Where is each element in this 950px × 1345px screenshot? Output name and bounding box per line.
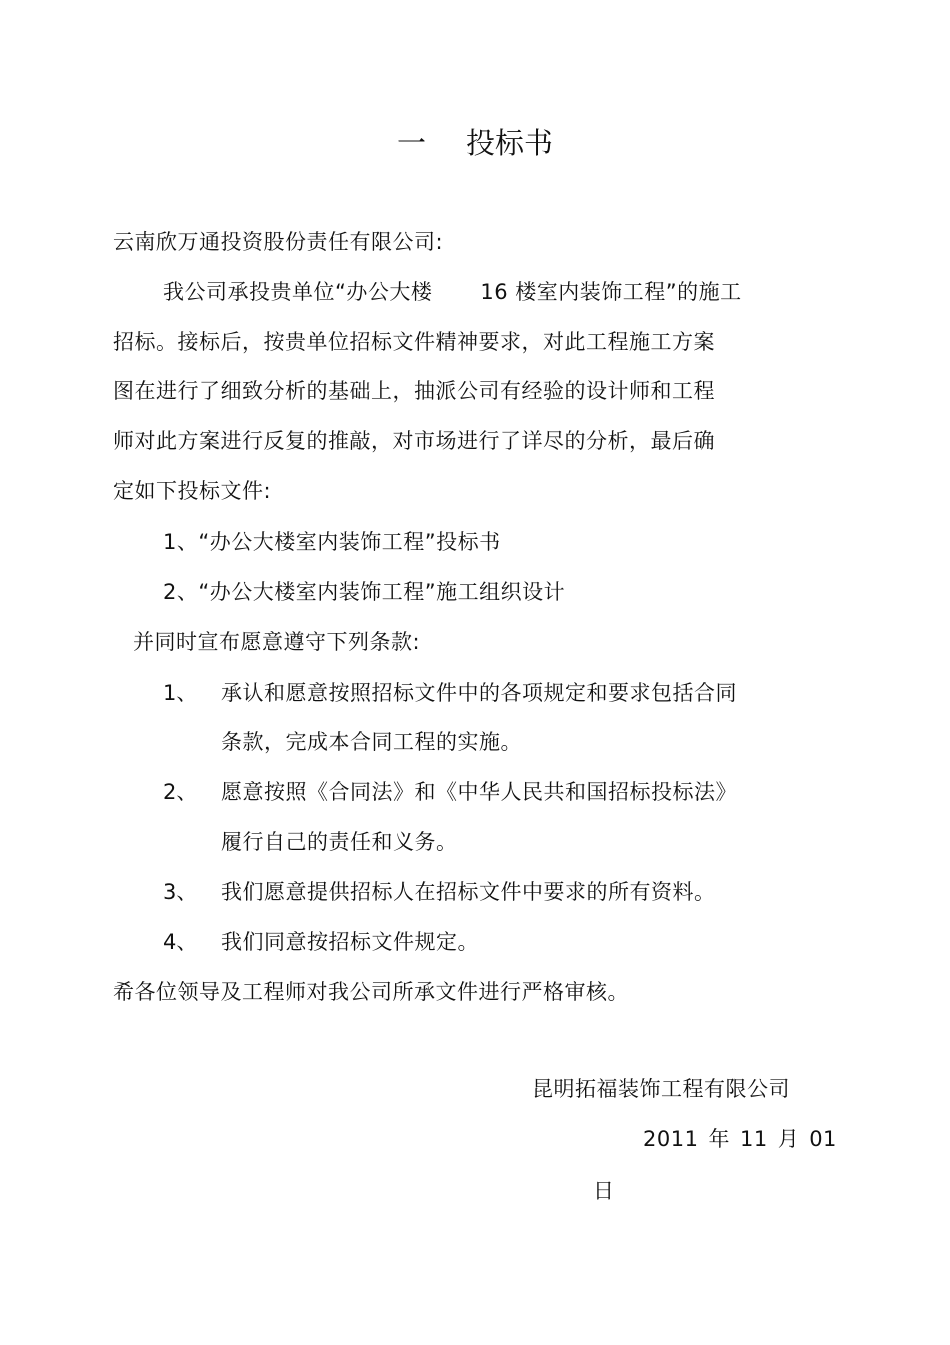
date-month-unit: 月	[777, 1127, 800, 1151]
document-item-number: 1、	[163, 530, 199, 554]
document-item-number: 2、	[163, 580, 199, 604]
intro-line-1-a: 我公司承投贵单位“办公大楼	[163, 280, 433, 304]
title-number: 一	[396, 126, 426, 160]
closing-line: 希各位领导及工程师对我公司所承文件进行严格审核。	[113, 980, 629, 1004]
date-month: 11	[739, 1127, 768, 1151]
signature-date	[643, 1125, 837, 1153]
clause-2-line-1: 愿意按照《合同法》和《中华人民共和国招标投标法》	[221, 780, 737, 804]
document-item-text: “办公大楼室内装饰工程”施工组织设计	[198, 580, 566, 604]
document-item-1	[163, 528, 501, 556]
clause-1-line-1: 承认和愿意按照招标文件中的各项规定和要求包括合同	[221, 681, 737, 705]
intro-line-1	[163, 278, 742, 306]
signature-company: 昆明拓福装饰工程有限公司	[532, 1077, 790, 1101]
intro-line-1-b: 16 楼室内装饰工程”的施工	[480, 280, 742, 304]
title-text: 投标书	[466, 126, 554, 160]
date-year-unit: 年	[708, 1127, 730, 1151]
clause-1-line-2: 条款，完成本合同工程的实施。	[221, 730, 522, 754]
declaration: 并同时宣布愿意遵守下列条款:	[133, 630, 421, 654]
clause-4-line-1: 我们同意按招标文件规定。	[221, 930, 479, 954]
clause-number: 2、	[163, 780, 198, 804]
date-year: 2011	[643, 1127, 699, 1151]
clause-number: 1、	[163, 681, 198, 705]
intro-line-5: 定如下投标文件:	[113, 479, 272, 503]
clause-number: 4、	[163, 930, 198, 954]
document-item-text: “办公大楼室内装饰工程”投标书	[198, 530, 501, 554]
clause-3-line-1: 我们愿意提供招标人在招标文件中要求的所有资料。	[221, 880, 716, 904]
intro-line-2: 招标。接标后，按贵单位招标文件精神要求，对此工程施工方案	[113, 330, 715, 354]
addressee: 云南欣万通投资股份责任有限公司:	[113, 230, 444, 254]
intro-line-4: 师对此方案进行反复的推敲，对市场进行了详尽的分析，最后确	[113, 429, 715, 453]
date-day-unit: 日	[593, 1179, 615, 1203]
intro-line-3: 图在进行了细致分析的基础上，抽派公司有经验的设计师和工程	[113, 379, 715, 403]
page-title	[0, 124, 950, 162]
date-day: 01	[809, 1127, 837, 1151]
document-item-2	[163, 578, 565, 606]
clause-number: 3、	[163, 880, 198, 904]
clause-2-line-2: 履行自己的责任和义务。	[221, 830, 458, 854]
